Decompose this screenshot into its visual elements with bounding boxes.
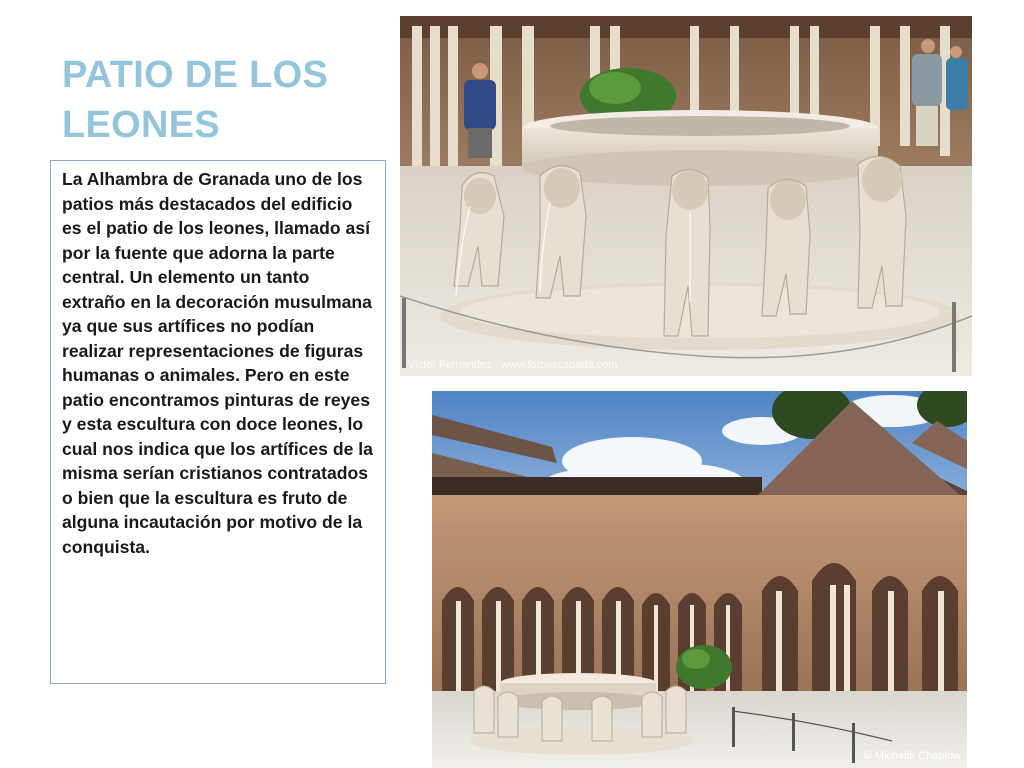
fountain-photo-credit: Victor Fernandez · www.fotoescapada.com [408, 359, 618, 371]
body-paragraph: La Alhambra de Granada uno de los patios más destacados del edificio es el patio de los leones, llamado así por la fuente que adorna la parte central. Un elemento un tanto extraño en la decoración musulmana ya que sus artífices no podían realizar representaciones de figuras humanas o animales. Pero en este patio encontramos pinturas de reyes y esta escultura con doce leones, lo cual nos indica que los artífices de la misma serían cristianos contratados o bien que la escultura es fruto de alguna incautación por motivo de la conquista. [62, 169, 373, 557]
fountain-illustration [400, 16, 972, 376]
body-text-box [50, 160, 386, 684]
slide-title: PATIO DE LOS LEONES [62, 54, 329, 146]
courtyard-illustration [432, 391, 967, 768]
courtyard-photo-credit: © Michelle Chaplow [863, 750, 961, 762]
fountain-photo [400, 16, 972, 376]
courtyard-photo [432, 391, 967, 768]
